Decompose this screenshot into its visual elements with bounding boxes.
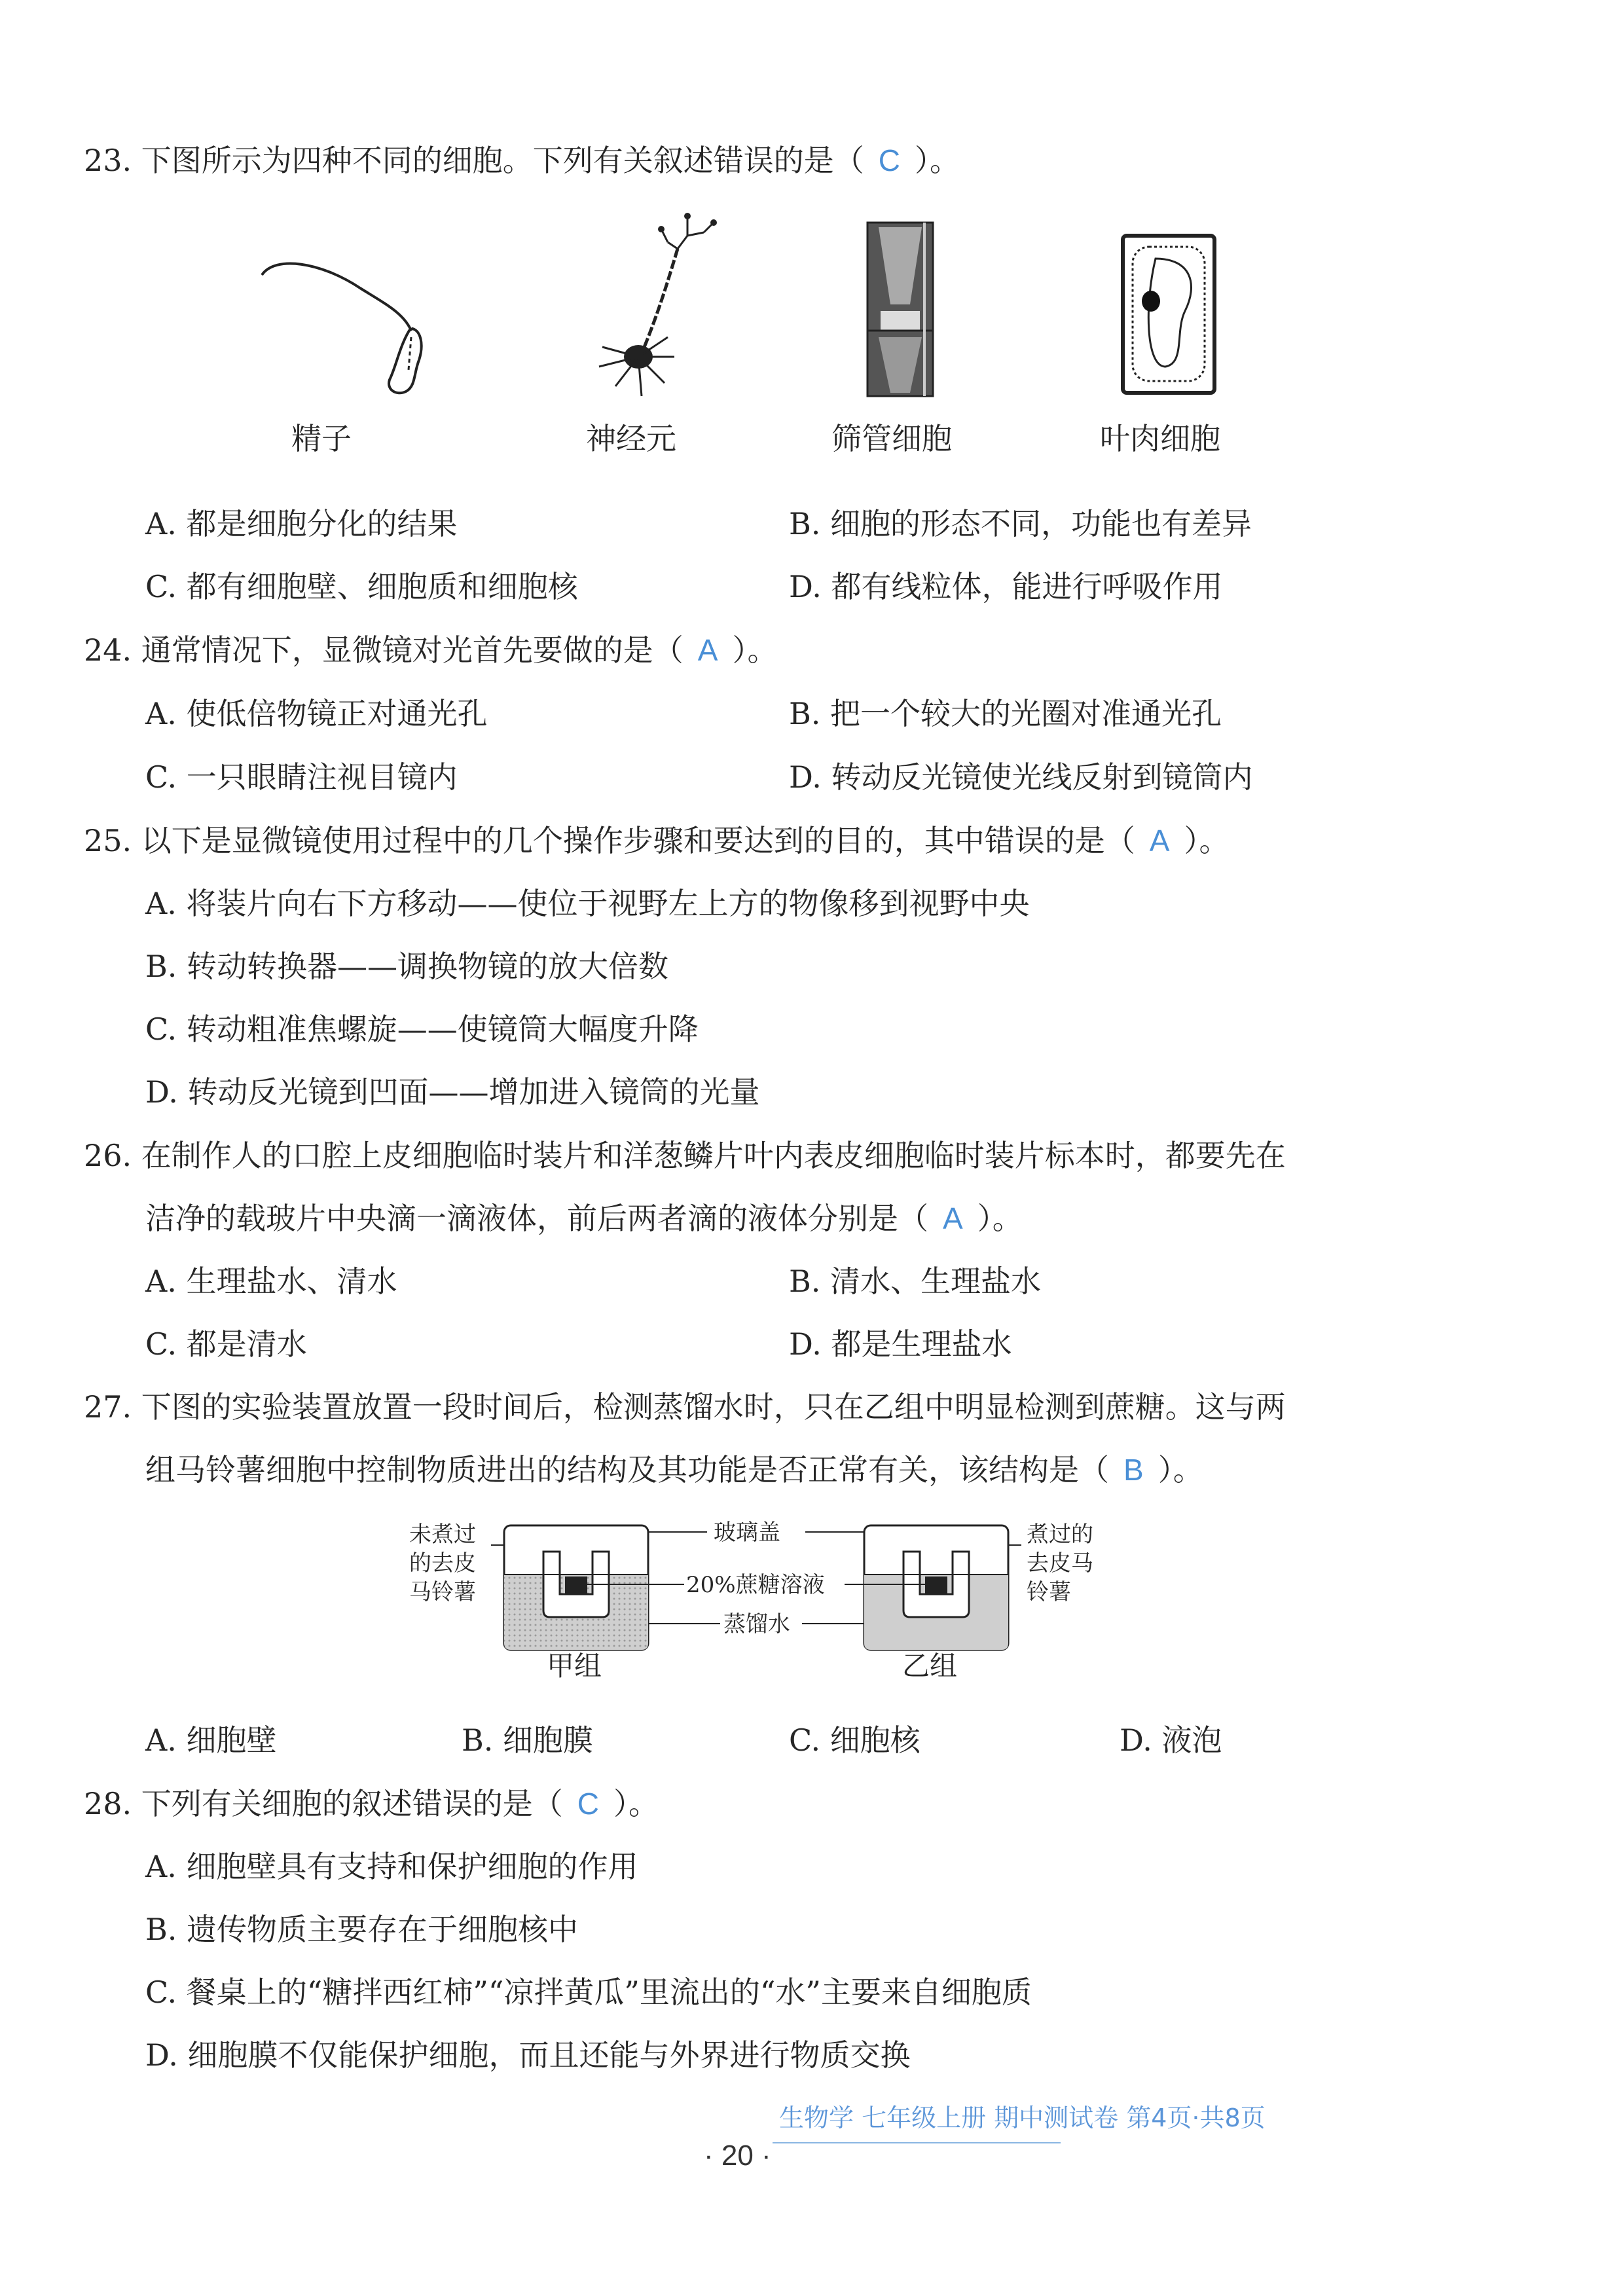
answer-25: A [1149,824,1170,858]
q28-option-d: D. 细胞膜不仅能保护细胞，而且还能与外界进行物质交换 [145,2037,911,2073]
mesophyll-cell-figure [1120,232,1218,396]
q25-option-a: A. 将装片向右下方移动——使位于视野左上方的物像移到视野中央 [145,886,1030,921]
label-sucrose-solution: 20%蔗糖溶液 [686,1572,825,1598]
q25-option-d: D. 转动反光镜到凹面——增加进入镜筒的光量 [145,1074,760,1110]
q26-option-d: D. 都是生理盐水 [789,1326,1012,1362]
beaker-yi [864,1525,1008,1650]
footer-underline [773,2142,1061,2143]
q26-option-c: C. 都是清水 [145,1326,307,1362]
caption-neuron: 神经元 [586,421,676,456]
q27-option-b: B. 细胞膜 [462,1722,594,1758]
q26-option-b: B. 清水、生理盐水 [789,1264,1042,1299]
caption-mesophyll: 叶肉细胞 [1100,421,1220,456]
caption-sperm: 精子 [291,421,352,456]
neuron-figure [589,210,733,399]
answer-28: C [577,1787,600,1821]
label-distilled-water: 蒸馏水 [723,1611,790,1637]
q27-option-a: A. 细胞壁 [145,1722,277,1758]
q24-option-b: B. 把一个较大的光圈对准通光孔 [789,696,1222,731]
q27-option-c: C. 细胞核 [789,1722,921,1758]
answer-27: B [1123,1453,1144,1487]
question-23-stem: 23. 下图所示为四种不同的细胞。下列有关叙述错误的是（ C ）。 [84,143,960,178]
q28-option-c: C. 餐桌上的“糖拌西红柿”“凉拌黄瓜”里流出的“水”主要来自细胞质 [145,1975,1032,2010]
label-unboiled-potato: 未煮过 的去皮 马铃薯 [409,1522,476,1605]
question-25-stem: 25. 以下是显微镜使用过程中的几个操作步骤和要达到的目的，其中错误的是（ A ）。 [84,823,1230,858]
q24-option-d: D. 转动反光镜使光线反射到镜筒内 [789,759,1253,795]
group-jia-label: 甲组 [547,1650,602,1682]
footer-title: 生物学 七年级上册 期中测试卷 第4页·共8页 [779,2104,1266,2132]
q28-option-a: A. 细胞壁具有支持和保护细胞的作用 [145,1849,638,1884]
question-26-line1: 26. 在制作人的口腔上皮细胞临时装片和洋葱鳞片叶内表皮细胞临时装片标本时，都要先在 [84,1138,1286,1173]
question-24-stem: 24. 通常情况下，显微镜对光首先要做的是（ A ）。 [84,632,778,668]
sieve-tube-cell-figure [864,219,936,399]
question-27-line1: 27. 下图的实验装置放置一段时间后，检测蒸馏水时，只在乙组中明显检测到蔗糖。这与两 [84,1389,1286,1425]
label-boiled-potato: 煮过的 去皮马 铃薯 [1027,1522,1093,1605]
page-number: · 20 · [704,2140,771,2172]
q24-option-c: C. 一只眼睛注视目镜内 [145,759,458,795]
question-28-stem: 28. 下列有关细胞的叙述错误的是（ C ）。 [84,1786,659,1821]
q24-option-a: A. 使低倍物镜正对通光孔 [145,696,488,731]
question-27-line2: 组马铃薯细胞中控制物质进出的结构及其功能是否正常有关，该结构是（ B ）。 [145,1452,1203,1487]
q28-option-b: B. 遗传物质主要存在于细胞核中 [145,1912,579,1947]
answer-26: A [943,1201,963,1235]
q26-option-a: A. 生理盐水、清水 [145,1264,397,1299]
q27-option-d: D. 液泡 [1120,1722,1222,1758]
q25-option-c: C. 转动粗准焦螺旋——使镜筒大幅度升降 [145,1011,699,1047]
answer-23: C [878,143,901,177]
q23-option-a: A. 都是细胞分化的结果 [145,506,458,541]
label-glass-cover: 玻璃盖 [714,1520,780,1546]
q23-option-b: B. 细胞的形态不同，功能也有差异 [789,506,1252,541]
q23-option-d: D. 都有线粒体，能进行呼吸作用 [789,569,1223,604]
beaker-jia [504,1525,648,1650]
question-26-line2: 洁净的载玻片中央滴一滴液体，前后两者滴的液体分别是（ A ）。 [145,1201,1023,1236]
caption-sieve-tube: 筛管细胞 [831,421,952,456]
answer-24: A [697,633,718,667]
q23-option-c: C. 都有细胞壁、细胞质和细胞核 [145,569,578,604]
sperm-cell-figure [249,249,432,399]
q25-option-b: B. 转动转换器——调换物镜的放大倍数 [145,949,669,984]
group-yi-label: 乙组 [902,1650,958,1682]
